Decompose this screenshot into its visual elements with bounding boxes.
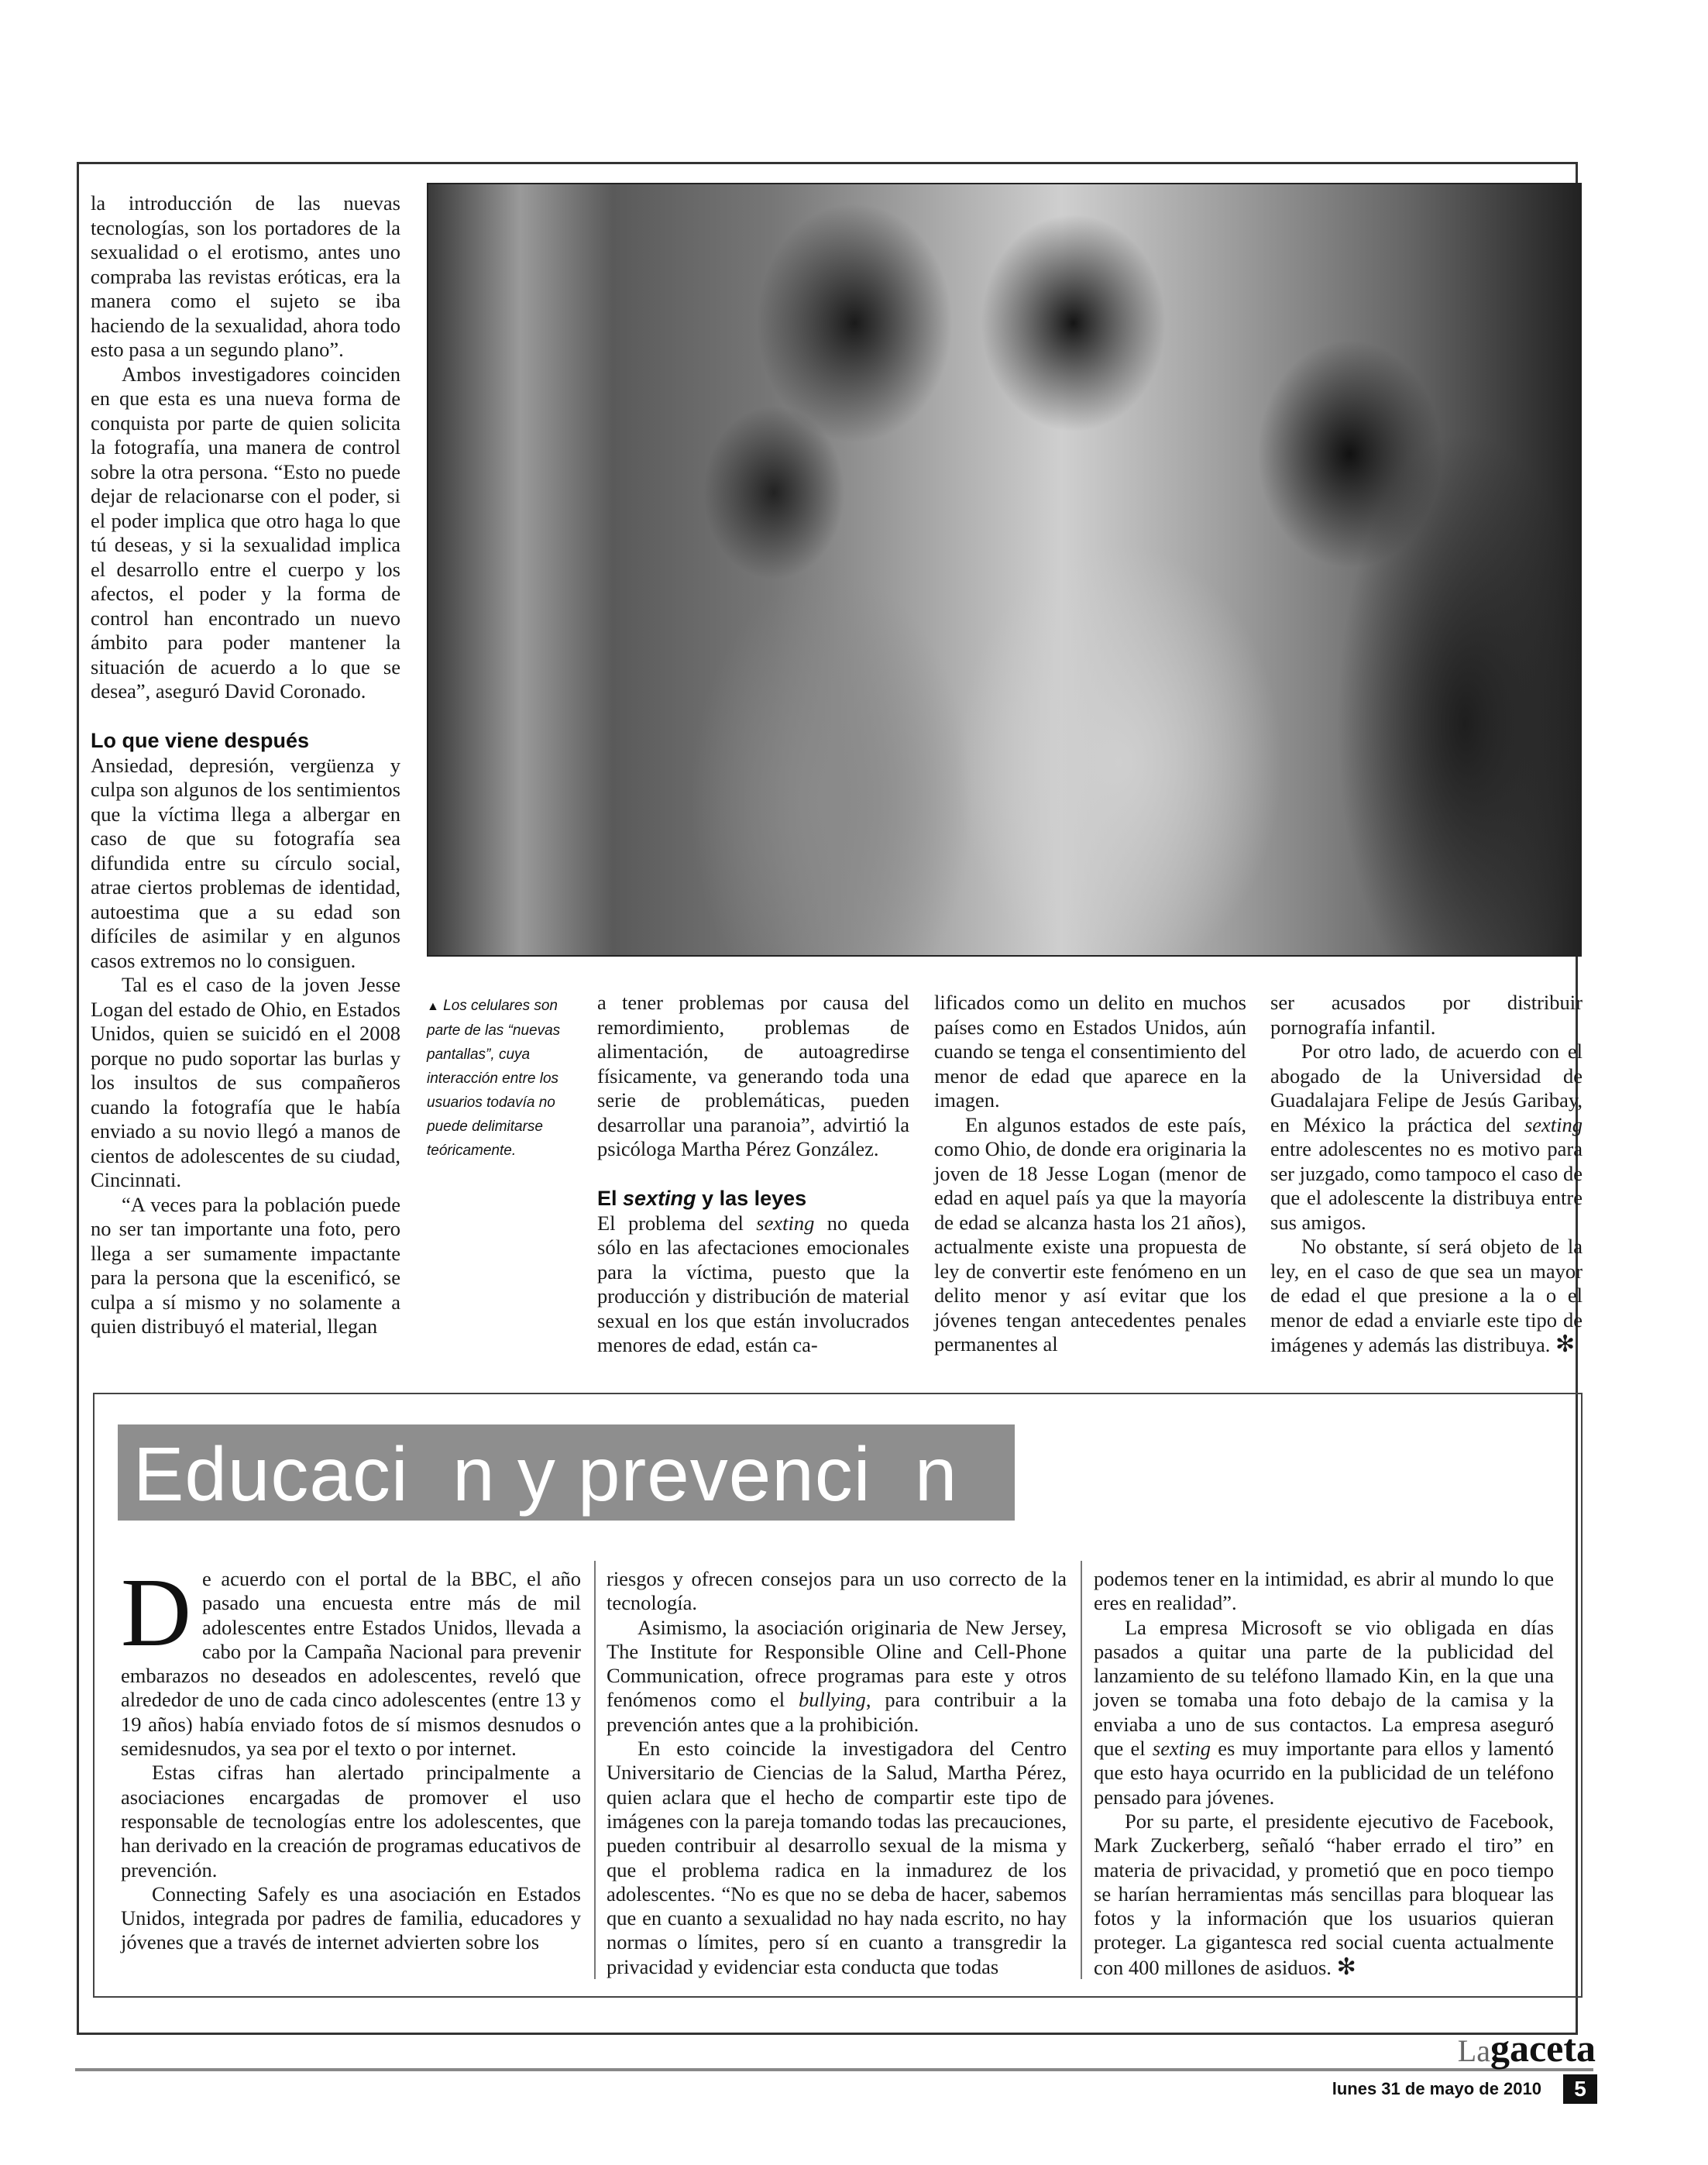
subheading: El sexting y las leyes xyxy=(597,1186,807,1210)
caption-text: Los celulares son parte de las “nuevas pantallas”, cuya interacción entre los usuarios todavía no puede delimitarse teóricamente. xyxy=(427,998,561,1159)
paragraph: Asimismo, la asociación originaria de New Jersey, The Institute for Responsible Oline and Cell-Phone Communication, ofrece programas para este y otros fenómenos como el bullying, para contribuir a la prevención antes que a la prohibición. xyxy=(607,1615,1067,1736)
box-column-1 xyxy=(121,1559,581,1955)
teens-with-phone-photo xyxy=(427,183,1582,957)
paragraph: Por su parte, el presidente ejecutivo de Facebook, Mark Zuckerberg, señaló “haber errado el tiro” en materia de privacidad, y prometió que en poco tiempo se harían herramientas más sencillas para bloquear las fotos y la información que los usuarios quieran proteger. La gigantesca red social cuenta actualmente con 400 millones de asiduos. ✻ xyxy=(1094,1809,1554,1981)
paragraph: ser acusados por distribuir pornografía infantil. xyxy=(1270,991,1583,1039)
paragraph: Estas cifras han alertado principalmente a asociaciones encargadas de promover el uso responsable de tecnologías entre los adolescentes, que han derivado en la creación de programas educativos de prevención. xyxy=(121,1761,581,1881)
column-divider xyxy=(1081,1561,1082,1979)
end-mark-icon: ✻ xyxy=(1336,1953,1356,1981)
subheading: Lo que viene después xyxy=(91,728,310,752)
article-column-4 xyxy=(934,991,1246,1357)
page-number: 5 xyxy=(1563,2074,1597,2104)
end-mark-icon: ✻ xyxy=(1555,1331,1576,1358)
drop-cap: D xyxy=(121,1559,191,1667)
paragraph: podemos tener en la intimidad, es abrir al mundo lo que eres en realidad”. xyxy=(1094,1567,1554,1615)
paragraph: No obstante, sí será objeto de la ley, en el caso de que sea un mayor de edad el que presione a la o el menor de edad a enviarle este tipo de imágenes y además las distribuya. ✻ xyxy=(1270,1235,1583,1358)
paragraph: En esto coincide la investigadora del Centro Universitario de Ciencias de la Salud, Martha Pérez, quien aclara que el hecho de compartir este tipo de imágenes con la pareja tomando todas las precauciones, pueden contribuir al desarrollo sexual de la misma y que el problema radica en la inmadurez de los adolescentes. “No es que no se deba de hacer, sabemos que en cuanto a sexualidad no hay nada escrito, no hay normas o límites, pero sí en cuanto a transgredir la privacidad y evidenciar esta conducta que todas xyxy=(607,1737,1067,1978)
paragraph: Por otro lado, de acuerdo con el abogado de la Universidad de Guadalajara Felipe de Jesús Garibay, en México la práctica del sexting entre adolescentes no es motivo para ser juzgado, como tampoco el caso de que el adolescente la distribuya entre sus amigos. xyxy=(1270,1040,1583,1234)
paragraph: lificados como un delito en muchos países como en Estados Unidos, aún cuando se tenga el consentimiento del menor de edad que aparece en la imagen. xyxy=(934,991,1246,1112)
box-column-2 xyxy=(607,1567,1067,1979)
paragraph: a tener problemas por causa del remordimiento, problemas de alimentación, de autoagredirse físicamente, va generando toda una serie de problemáticas, pueden desarrollar una paranoia”, advirtió la psicóloga Martha Pérez González. xyxy=(597,991,909,1160)
article-column-1 xyxy=(91,191,400,1339)
paragraph: riesgos y ofrecen consejos para un uso correcto de la tecnología. xyxy=(607,1567,1067,1615)
masthead-logo: Lagaceta xyxy=(1457,2026,1596,2070)
paragraph: En algunos estados de este país, como Ohio, de donde era originaria la joven de 18 Jesse Logan (menor de edad en aquel país ya que la mayoría de edad se alcanza hasta los 21 años), actualmente existe una propuesta de ley de convertir este fenómeno en un delito menor y así evitar que los jóvenes tengan antecedentes penales permanentes al xyxy=(934,1112,1246,1356)
paragraph: la introducción de las nuevas tecnologías, son los portadores de la sexualidad o el erotismo, antes uno compraba las revistas eróticas, era la manera como el sujeto se iba haciendo de la sexualidad, ahora todo esto pasa a un segundo plano”. xyxy=(91,191,400,361)
footer-rule xyxy=(75,2068,1593,2071)
box-column-3 xyxy=(1094,1567,1554,1980)
article-column-5 xyxy=(1270,991,1583,1358)
paragraph: La empresa Microsoft se vio obligada en días pasados a quitar una parte de la publicidad del lanzamiento de su teléfono llamado Kin, en la que una joven se tomaba una foto debajo de la camisa y la enviaba a uno de sus contactos. La empresa aseguró que el sexting es muy importante para ellos y lamentó que esto haya ocurrido en la publicidad de un teléfono pensado para jóvenes. xyxy=(1094,1615,1555,1809)
column-divider xyxy=(594,1561,596,1979)
paragraph: Connecting Safely es una asociación en Estados Unidos, integrada por padres de familia, educadores y jóvenes que a través de internet advierten sobre los xyxy=(121,1881,581,1954)
box-title: Educaci n y prevenci n xyxy=(133,1431,958,1517)
paragraph: “A veces para la población puede no ser tan importante una foto, pero llega a ser sumamente impactante para la persona que la escenificó, se culpa a sí mismo y no solamente a quien distribuyó el material, llegan xyxy=(91,1192,400,1338)
paragraph: El problema del sexting no queda sólo en las afectaciones emocionales para la víctima, puesto que la producción y distribución de material sexual en los que están involucrados menores de edad, están ca- xyxy=(597,1211,909,1356)
paragraph: De acuerdo con el portal de la BBC, el año pasado una encuesta entre más de mil adolescentes entre Estados Unidos, llevada a cabo por la Campaña Nacional para prevenir embarazos no deseados en adolescentes, reveló que alrededor de uno de cada cinco adolescentes (entre 13 y 19 años) había enviado fotos de sí mismos desnudos o semidesnudos, ya sea por el texto o por internet. xyxy=(121,1559,581,1761)
paragraph: Ambos investigadores coinciden en que esta es una nueva forma de conquista por parte de quien solicita la fotografía, una manera de control sobre la otra persona. “Esto no puede dejar de relacionarse con el poder, si el poder implica que otro haga lo que tú deseas, y si la sexualidad implica el desarrollo entre el cuerpo y los afectos, el poder y la forma de control han encontrado un nuevo ámbito para poder mantener la situación de acuerdo a lo que se desea”, aseguró David Coronado. xyxy=(91,362,400,703)
photo-caption xyxy=(427,994,589,1163)
paragraph: Ansiedad, depresión, vergüenza y culpa son algunos de los sentimientos que la víctima llega a albergar en caso de que su fotografía sea difundida entre su círculo social, atrae ciertos problemas de identidad, autoestima que a su edad son difíciles de asimilar y en algunos casos extremos no lo consiguen. xyxy=(91,753,400,972)
caption-marker-icon: ▲ xyxy=(427,1000,439,1013)
article-column-3 xyxy=(597,991,909,1358)
issue-date: lunes 31 de mayo de 2010 xyxy=(1332,2079,1541,2098)
paragraph: Tal es el caso de la joven Jesse Logan del estado de Ohio, en Estados Unidos, quien se suicidó en el 2008 porque no pudo soportar las burlas y los insultos de sus compañeros cuando la fotografía que le había enviado a su novio llegó a manos de cientos de adolescentes de su ciudad, Cincinnati. xyxy=(91,973,400,1191)
